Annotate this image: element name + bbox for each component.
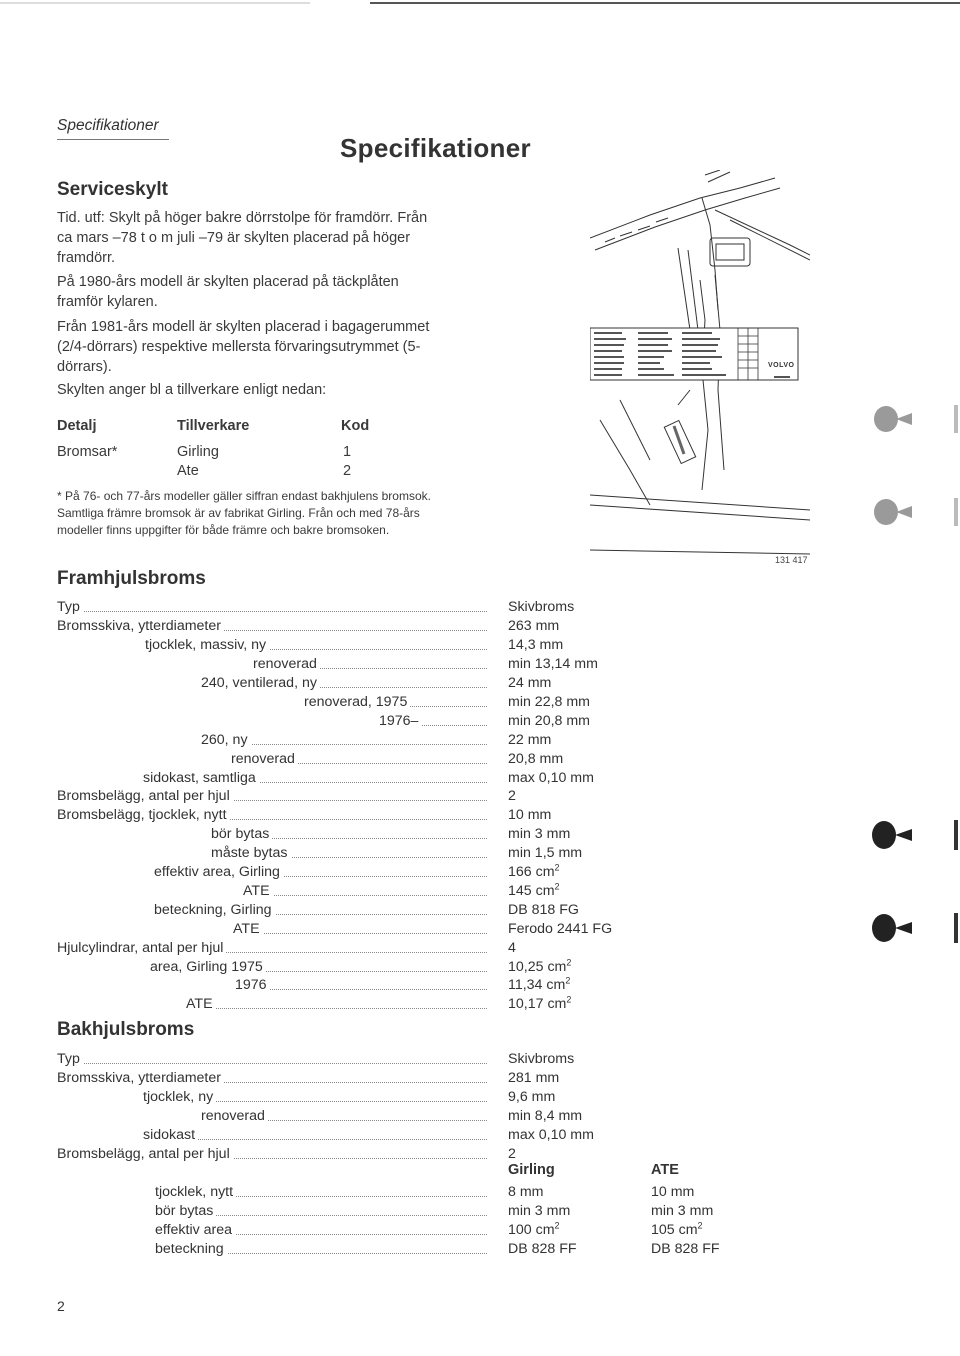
spec-value (651, 1183, 694, 1202)
spec-row (57, 731, 487, 750)
spec-row (57, 1202, 487, 1221)
spec-row (57, 882, 487, 901)
spec-row (57, 1183, 487, 1202)
spec-value-text: max 0,10 mm (508, 1127, 594, 1143)
spec-value-exponent: 2 (697, 1220, 703, 1231)
spec-value-text: 10 mm (651, 1184, 695, 1200)
spec-row (57, 806, 487, 825)
table-header-detalj: Detalj (57, 418, 97, 434)
heading-framhjulsbroms: Framhjulsbroms (57, 568, 206, 589)
spec-label: renoverad (231, 750, 298, 769)
spec-value (651, 1240, 720, 1259)
spec-label: tjocklek, nytt (155, 1183, 236, 1202)
spec-label: 240, ventilerad, ny (201, 674, 320, 693)
spec-row (57, 863, 487, 882)
table-cell: 1 (343, 444, 352, 460)
spec-value (508, 825, 570, 844)
plate-brand: VOLVO (768, 362, 795, 369)
spec-value-text: min 22,8 mm (508, 694, 590, 710)
spec-row (57, 995, 487, 1014)
spec-value (508, 1107, 582, 1126)
spec-value (508, 863, 560, 882)
table-cell: Girling (177, 444, 219, 460)
spec-value-text: 281 mm (508, 1070, 560, 1086)
spec-value-text: min 13,14 mm (508, 656, 598, 672)
spec-label: ATE (186, 995, 216, 1014)
spec-value-exponent: 2 (565, 975, 571, 986)
spec-row (57, 1069, 487, 1088)
spec-label: ATE (233, 920, 263, 939)
spec-value (508, 1126, 594, 1145)
spec-row (57, 976, 487, 995)
paragraph (57, 272, 437, 312)
spec-value (508, 920, 612, 939)
spec-value-text: DB 828 FF (651, 1241, 720, 1257)
spec-label: area, Girling 1975 (150, 958, 266, 977)
spec-label: renoverad (253, 655, 320, 674)
spec-value-text: min 20,8 mm (508, 713, 590, 729)
spec-value (508, 958, 571, 977)
top-scan-edge (0, 0, 960, 6)
spec-value-exponent: 2 (566, 994, 572, 1005)
spec-row (57, 1050, 487, 1069)
spec-value (508, 674, 551, 693)
spec-row (57, 636, 487, 655)
spec-row (57, 674, 487, 693)
spec-value (651, 1221, 703, 1240)
spec-label: beteckning (155, 1240, 227, 1259)
margin-binding-holes (868, 395, 960, 955)
table-cell: 2 (343, 463, 352, 479)
paragraph-text: Från 1981-års modell är skylten placerad i bagagerummet (2/4-dörrars) respektive mellersta förvaringsutrymmet (5-dörrars). (57, 319, 430, 375)
spec-value-text: 263 mm (508, 618, 560, 634)
spec-value-text: 9,6 mm (508, 1089, 556, 1105)
spec-label: effektiv area, Girling (154, 863, 283, 882)
spec-value-text: Skivbroms (508, 1051, 575, 1067)
spec-row (57, 693, 487, 712)
spec-value-exponent: 2 (554, 862, 560, 873)
spec-value-text: 20,8 mm (508, 751, 564, 767)
spec-value-text: 24 mm (508, 675, 552, 691)
paragraph-text: På 1980-års modell är skylten placerad på täckplåten framför kylaren. (57, 274, 399, 310)
spec-row (57, 617, 487, 636)
spec-value (651, 1202, 713, 1221)
page-number: 2 (57, 1298, 65, 1314)
spec-value (508, 901, 579, 920)
spec-value-text: DB 818 FG (508, 902, 579, 918)
spec-value-exponent: 2 (554, 1220, 560, 1231)
spec-value (508, 882, 560, 901)
spec-label: Bromsskiva, ytterdiameter (57, 1069, 224, 1088)
table-cell: Bromsar* (57, 444, 118, 460)
spec-value (508, 976, 570, 995)
spec-row (57, 769, 487, 788)
spec-row (57, 844, 487, 863)
spec-value (508, 787, 516, 806)
spec-value (508, 939, 516, 958)
spec-value-text: 2 (508, 788, 516, 804)
spec-value (508, 1050, 574, 1069)
table-cell: Ate (177, 463, 199, 479)
spec-value-exponent: 2 (554, 881, 560, 892)
leader-dots (237, 989, 487, 990)
spec-value-text: Skivbroms (508, 599, 575, 615)
spec-row (57, 787, 487, 806)
paragraph (57, 208, 437, 268)
running-head: Specifikationer (57, 117, 159, 134)
spec-value-text: Ferodo 2441 FG (508, 921, 613, 937)
column-header-girling: Girling (508, 1162, 555, 1178)
spec-row (57, 750, 487, 769)
spec-value-text: min 8,4 mm (508, 1108, 583, 1124)
heading-serviceskylt: Serviceskylt (57, 179, 168, 200)
running-head-rule (57, 139, 169, 140)
spec-value (508, 693, 590, 712)
spec-value (508, 1183, 543, 1202)
paragraph (57, 317, 437, 377)
spec-value (508, 750, 563, 769)
spec-value (508, 995, 571, 1014)
spec-value (508, 731, 551, 750)
table-header-tillverkare: Tillverkare (177, 418, 250, 434)
spec-label: beteckning, Girling (154, 901, 275, 920)
spec-value (508, 598, 574, 617)
spec-value (508, 1069, 559, 1088)
spec-value-text: 10 mm (508, 807, 552, 823)
spec-value-text: min 3 mm (651, 1203, 714, 1219)
service-plate (590, 328, 798, 380)
spec-value-text: DB 828 FF (508, 1241, 577, 1257)
spec-row (57, 1126, 487, 1145)
spec-value (508, 712, 590, 731)
spec-value (508, 844, 582, 863)
spec-label: 1976 (235, 976, 270, 995)
figure-number: 131 417 (775, 555, 808, 565)
spec-label: Hjulcylindrar, antal per hjul (57, 939, 226, 958)
spec-value-text: 11,34 cm (508, 977, 566, 993)
leader-dots (245, 895, 487, 896)
spec-label: sidokast, samtliga (143, 769, 259, 788)
table-header-kod: Kod (341, 418, 370, 434)
spec-label: bör bytas (211, 825, 272, 844)
spec-row (57, 598, 487, 617)
spec-row (57, 901, 487, 920)
spec-row (57, 1221, 487, 1240)
spec-value-text: min 3 mm (508, 1203, 571, 1219)
spec-row (57, 1240, 487, 1259)
spec-label: Bromsbelägg, antal per hjul (57, 1145, 233, 1164)
leader-dots (235, 933, 487, 934)
spec-row (57, 939, 487, 958)
spec-value (508, 655, 598, 674)
heading-bakhjulsbroms: Bakhjulsbroms (57, 1019, 195, 1040)
spec-label: Typ (57, 1050, 83, 1069)
spec-label: måste bytas (211, 844, 291, 863)
spec-label: effektiv area (155, 1221, 235, 1240)
spec-value (508, 806, 551, 825)
spec-value (508, 1202, 570, 1221)
spec-row (57, 1088, 487, 1107)
spec-label: sidokast (143, 1126, 198, 1145)
spec-value-text: 22 mm (508, 732, 552, 748)
spec-value-text: 4 (508, 940, 516, 956)
leader-dots (59, 611, 487, 612)
leader-dots (188, 1008, 487, 1009)
spec-row (57, 655, 487, 674)
spec-label: Bromsbelägg, antal per hjul (57, 787, 233, 806)
spec-value-text: 105 cm (651, 1222, 698, 1238)
spec-label: bör bytas (155, 1202, 216, 1221)
spec-value-text: min 1,5 mm (508, 845, 583, 861)
spec-row (57, 958, 487, 977)
spec-value-text: 8 mm (508, 1184, 544, 1200)
spec-label: renoverad (201, 1107, 268, 1126)
spec-value (508, 1088, 555, 1107)
spec-label: Bromsbelägg, tjocklek, nytt (57, 806, 230, 825)
paragraph-text: Skylten anger bl a tillverkare enligt nedan: (57, 382, 327, 398)
spec-label: Typ (57, 598, 83, 617)
spec-label: 1976– (379, 712, 421, 731)
spec-value-text: min 3 mm (508, 826, 571, 842)
spec-label: renoverad, 1975 (304, 693, 410, 712)
spec-label: tjocklek, massiv, ny (145, 636, 269, 655)
spec-value-text: max 0,10 mm (508, 770, 594, 786)
leader-dots (59, 1063, 487, 1064)
column-header-ate: ATE (651, 1162, 679, 1178)
spec-value-text: 100 cm (508, 1222, 555, 1238)
spec-label: ATE (243, 882, 273, 901)
spec-row (57, 1145, 487, 1164)
spec-value-exponent: 2 (566, 957, 572, 968)
spec-row (57, 920, 487, 939)
page-title: Specifikationer (340, 133, 531, 163)
spec-value-text: 10,25 cm (508, 959, 567, 975)
spec-value (508, 769, 594, 788)
spec-value-text: 2 (508, 1146, 516, 1162)
spec-value-text: 10,17 cm (508, 996, 567, 1012)
spec-label: tjocklek, ny (143, 1088, 216, 1107)
paragraph-text: Tid. utf: Skylt på höger bakre dörrstolpe för framdörr. Från ca mars –78 t o m juli –79 är skylten placerad på höger framdörr. (57, 210, 428, 266)
spec-value-text: 166 cm (508, 864, 555, 880)
spec-label: Bromsskiva, ytterdiameter (57, 617, 224, 636)
spec-value (508, 636, 563, 655)
spec-value (508, 1221, 560, 1240)
footnote: * På 76- och 77-års modeller gäller siffran endast bakhjulens bromsok. Samtliga främre bromsok är av fabrikat Girling. Från och med 78-års modeller finns uppgifter för både främre och bakre bromsoken. (57, 489, 431, 537)
spec-value (508, 1240, 577, 1259)
spec-label: 260, ny (201, 731, 251, 750)
spec-value-text: 145 cm (508, 883, 555, 899)
service-plate-illustration (590, 170, 810, 590)
paragraph (57, 380, 437, 400)
spec-row (57, 712, 487, 731)
spec-value (508, 617, 559, 636)
spec-row (57, 825, 487, 844)
spec-value-text: 14,3 mm (508, 637, 564, 653)
spec-row (57, 1107, 487, 1126)
